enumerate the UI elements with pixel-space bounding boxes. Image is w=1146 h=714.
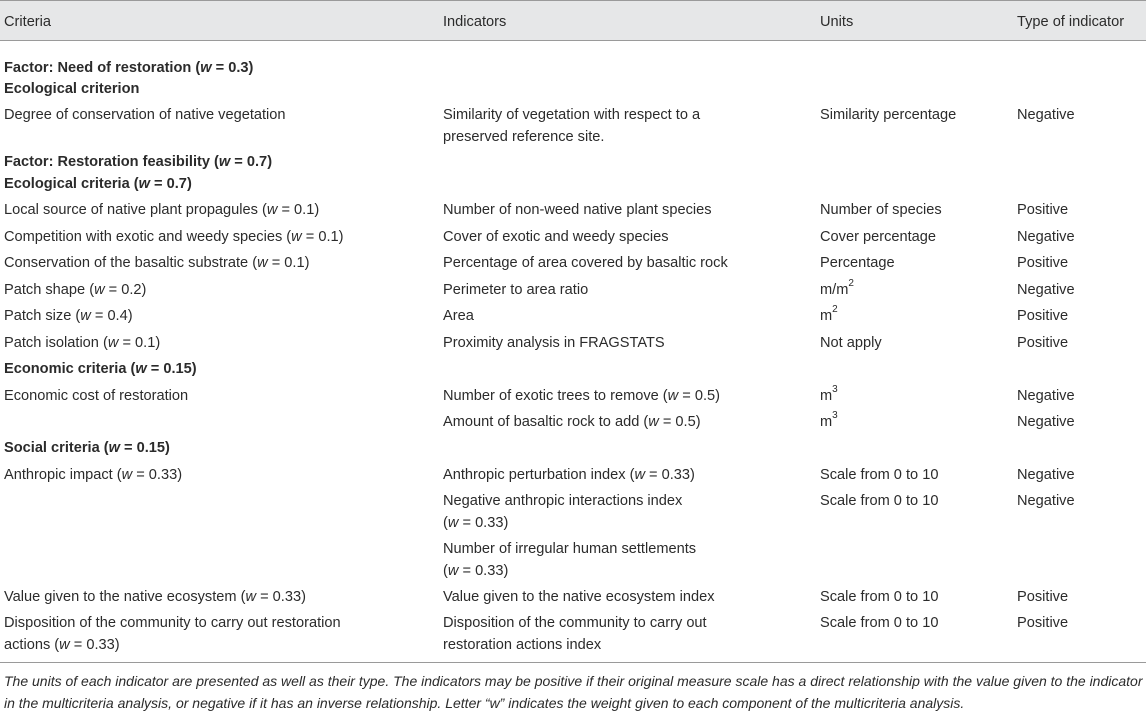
criteria-cell: Anthropic impact (w = 0.33) [4, 467, 183, 483]
type-cell: Positive [1017, 335, 1069, 351]
indicator-cell: Similarity of vegetation with respect to a preserved reference site. [443, 107, 701, 145]
type-cell: Negative [1017, 229, 1075, 245]
type-cell: Positive [1017, 255, 1069, 271]
units-cell: Scale from 0 to 10 [820, 467, 939, 483]
indicator-cell: Area [443, 308, 474, 324]
indicator-cell: Value given to the native ecosystem index [443, 589, 715, 605]
factor-need-of-restoration: Factor: Need of restoration (w = 0.3) [4, 60, 254, 76]
indicator-cell: Number of non-weed native plant species [443, 202, 712, 218]
criteria-cell: Patch isolation (w = 0.1) [4, 335, 161, 351]
type-cell: Positive [1017, 589, 1069, 605]
type-cell: Positive [1017, 308, 1069, 324]
indicator-cell: Number of irregular human settlements (w = 0.33) [443, 541, 697, 579]
criteria-cell: Patch shape (w = 0.2) [4, 282, 147, 298]
criteria-cell: Local source of native plant propagules (w = 0.1) [4, 202, 320, 218]
type-cell: Negative [1017, 467, 1075, 483]
criteria-cell: Degree of conservation of native vegetation [4, 107, 286, 123]
units-cell: Similarity percentage [820, 107, 957, 123]
type-cell: Negative [1017, 493, 1075, 509]
units-cell: Percentage [820, 255, 895, 271]
indicator-cell: Negative anthropic interactions index (w = 0.33) [443, 493, 683, 531]
units-cell: Scale from 0 to 10 [820, 615, 939, 631]
type-cell: Positive [1017, 202, 1069, 218]
criteria-cell: Value given to the native ecosystem (w = 0.33) [4, 589, 306, 605]
table-footnote: The units of each indicator are presented as well as their type. The indicators may be positive if their original measure scale has a direct relationship with the value given to the indicator in the multicriteria analysis, or negative if it has an inverse relationship. Letter “w” indicates the weight given to each component of the multicriteria analysis. [4, 673, 1143, 711]
header-units: Units [820, 14, 854, 30]
type-cell: Positive [1017, 615, 1069, 631]
indicator-cell: Proximity analysis in FRAGSTATS [443, 335, 665, 351]
indicator-cell: Percentage of area covered by basaltic rock [443, 255, 728, 271]
header-criteria: Criteria [4, 14, 52, 30]
units-cell: Scale from 0 to 10 [820, 589, 939, 605]
factor-restoration-feasibility: Factor: Restoration feasibility (w = 0.7) [4, 154, 273, 170]
indicator-cell: Perimeter to area ratio [443, 282, 589, 298]
header-type: Type of indicator [1017, 14, 1125, 30]
units-cell: Number of species [820, 202, 942, 218]
indicator-cell: Cover of exotic and weedy species [443, 229, 669, 245]
top-rule [0, 0, 1146, 1]
social-criteria-heading: Social criteria (w = 0.15) [4, 440, 170, 456]
units-cell: $m/m^2$ [820, 278, 854, 298]
criteria-cell: Competition with exotic and weedy species (w = 0.1) [4, 229, 344, 245]
type-cell: Negative [1017, 388, 1075, 404]
indicator-cell: Disposition of the community to carry out restoration actions index [443, 615, 707, 653]
units-cell: Not apply [820, 335, 882, 351]
units-cell: $m^3$ [820, 384, 838, 404]
type-cell: Negative [1017, 414, 1075, 430]
type-cell: Negative [1017, 282, 1075, 298]
economic-criteria-heading: Economic criteria (w = 0.15) [4, 361, 197, 377]
type-cell: Negative [1017, 107, 1075, 123]
criteria-cell: Conservation of the basaltic substrate (w = 0.1) [4, 255, 310, 271]
indicator-cell: Amount of basaltic rock to add (w = 0.5) [443, 414, 701, 430]
table-header [0, 0, 1146, 40]
ecological-criteria-heading: Ecological criteria (w = 0.7) [4, 176, 192, 192]
bottom-rule [0, 662, 1146, 663]
criteria-cell: Disposition of the community to carry out restoration actions (w = 0.33) [4, 615, 341, 653]
header-rule [0, 40, 1146, 41]
ecological-criterion-heading: Ecological criterion [4, 81, 140, 97]
units-cell: $m^2$ [820, 304, 838, 324]
units-cell: Scale from 0 to 10 [820, 493, 939, 509]
indicator-cell: Anthropic perturbation index (w = 0.33) [443, 467, 695, 483]
criteria-cell: Economic cost of restoration [4, 388, 189, 404]
criteria-cell: Patch size (w = 0.4) [4, 308, 133, 324]
units-cell: Cover percentage [820, 229, 937, 245]
header-indicators: Indicators [443, 14, 507, 30]
units-cell: $m^3$ [820, 410, 838, 430]
indicator-cell: Number of exotic trees to remove (w = 0.5) [443, 388, 721, 404]
